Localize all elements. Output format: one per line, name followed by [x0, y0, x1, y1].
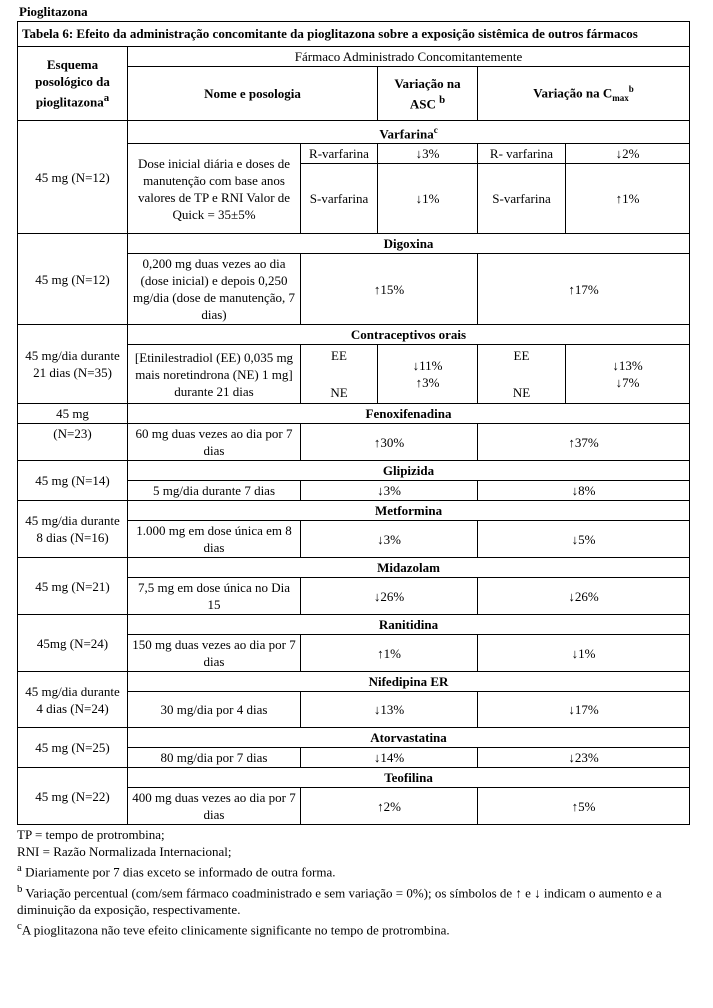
cmax-atorvastatina: ↓23%	[478, 748, 690, 768]
asc-digoxina: ↑15%	[301, 254, 478, 325]
drug-name-contraceptivos: Contraceptivos orais	[128, 325, 690, 345]
section-title: Pioglitazona	[19, 4, 88, 19]
scheme-ranitidina: 45mg (N=24)	[18, 615, 128, 672]
table-row	[18, 461, 690, 481]
cmax-digoxina: ↑17%	[478, 254, 690, 325]
drug-name-atorvastatina: Atorvastatina	[128, 728, 690, 748]
r-varfarina-cmax: ↓2%	[566, 144, 690, 164]
table-row	[18, 768, 690, 788]
note-a-text: Diariamente por 7 dias exceto se informado de outra forma.	[21, 864, 336, 880]
contraceptivos-labels-asc	[301, 345, 378, 404]
cmax-metformina: ↓5%	[478, 521, 690, 558]
cmax-ranitidina: ↓1%	[478, 635, 690, 672]
note-a-mark: a	[17, 862, 22, 875]
table-row	[18, 121, 690, 144]
asc-ranitidina: ↑1%	[301, 635, 478, 672]
header-asc-label: Variação na ASC	[394, 75, 461, 112]
note-c-mark: c	[17, 920, 22, 933]
header-esquema-sup: a	[103, 92, 110, 105]
dose-varfarina: Dose inicial diária e doses de manutenção com base anos valores de TP e RNI Valor de Quick = 35±5%	[128, 144, 301, 234]
header-esquema	[18, 47, 128, 121]
label-ne-2: NE	[512, 385, 531, 401]
dose-metformina: 1.000 mg em dose única em 8 dias	[128, 521, 301, 558]
document-page	[17, 0, 707, 939]
note-a	[17, 860, 689, 881]
asc-nifedipina: ↓13%	[301, 692, 478, 728]
label-ee: EE	[331, 348, 347, 364]
scheme-varfarina: 45 mg (N=12)	[18, 121, 128, 234]
contraceptivos-asc	[378, 345, 478, 404]
dose-contraceptivos: [Etinilestradiol (EE) 0,035 mg mais noretindrona (NE) 1 mg] durante 21 dias	[128, 345, 301, 404]
r-varfarina-label-2: R- varfarina	[478, 144, 566, 164]
header-asc-sup: b	[439, 93, 446, 106]
table-caption-row	[18, 22, 690, 47]
drug-name-ranitidina: Ranitidina	[128, 615, 690, 635]
header-row-1	[18, 47, 690, 67]
note-b-mark: b	[17, 883, 23, 896]
label-ne: NE	[330, 385, 348, 401]
header-asc	[378, 67, 478, 121]
table-row	[18, 234, 690, 254]
asc-metformina: ↓3%	[301, 521, 478, 558]
drug-name-midazolam: Midazolam	[128, 558, 690, 578]
drug-name-teofilina: Teofilina	[128, 768, 690, 788]
footnotes	[17, 827, 689, 939]
scheme-atorvastatina: 45 mg (N=25)	[18, 728, 128, 768]
note-c	[17, 918, 689, 939]
contraceptivos-labels-cmax	[478, 345, 566, 404]
dose-ranitidina: 150 mg duas vezes ao dia por 7 dias	[128, 635, 301, 672]
header-cmax-sub: max	[612, 92, 629, 103]
label-ee-2: EE	[513, 348, 530, 364]
cmax-nifedipina: ↓17%	[478, 692, 690, 728]
table-row	[18, 615, 690, 635]
asc-atorvastatina: ↓14%	[301, 748, 478, 768]
table-row	[18, 404, 690, 424]
header-esquema-label: Esquema posológico da pioglitazona	[35, 57, 110, 110]
contraceptivos-cmax	[566, 345, 690, 404]
dose-digoxina: 0,200 mg duas vezes ao dia (dose inicial) e depois 0,250 mg/dia (dose de manutenção, 7 dias)	[128, 254, 301, 325]
table-row	[18, 728, 690, 748]
cmax-glipizida: ↓8%	[478, 481, 690, 501]
r-varfarina-label: R-varfarina	[301, 144, 378, 164]
drug-name-varfarina-sup: c	[433, 125, 438, 135]
table-row	[18, 325, 690, 345]
asc-glipizida: ↓3%	[301, 481, 478, 501]
cmax-ee: ↓13%	[612, 358, 643, 374]
scheme-fenoxifenadina-b: (N=23)	[18, 424, 128, 461]
r-varfarina-asc: ↓3%	[378, 144, 478, 164]
dose-midazolam: 7,5 mg em dose única no Dia 15	[128, 578, 301, 615]
cmax-fenoxifenadina: ↑37%	[478, 424, 690, 461]
header-nome: Nome e posologia	[128, 67, 378, 121]
note-rni: RNI = Razão Normalizada Internacional;	[17, 843, 232, 859]
dose-teofilina: 400 mg duas vezes ao dia por 7 dias	[128, 788, 301, 825]
note-b-text: Variação percentual (com/sem fármaco coadministrado e sem variação = 0%); os símbolos de ↑ e ↓ indicam o aumento e a diminuição da exposição, respectivamente.	[17, 885, 662, 917]
drug-name-fenoxifenadina: Fenoxifenadina	[128, 404, 690, 424]
dose-nifedipina: 30 mg/dia por 4 dias	[128, 692, 301, 728]
asc-ee: ↓11%	[412, 358, 443, 374]
scheme-digoxina: 45 mg (N=12)	[18, 234, 128, 325]
note-tp: TP = tempo de protrombina;	[17, 827, 165, 843]
asc-fenoxifenadina: ↑30%	[301, 424, 478, 461]
drug-name-metformina: Metformina	[128, 501, 690, 521]
asc-teofilina: ↑2%	[301, 788, 478, 825]
scheme-teofilina: 45 mg (N=22)	[18, 768, 128, 825]
s-varfarina-label-2: S-varfarina	[478, 164, 566, 234]
table-row	[18, 424, 690, 461]
table-row	[18, 501, 690, 521]
interaction-table	[17, 21, 690, 825]
s-varfarina-label: S-varfarina	[301, 164, 378, 234]
note-c-text: A pioglitazona não teve efeito clinicamente significante no tempo de protrombina.	[21, 922, 450, 938]
table-caption: Tabela 6: Efeito da administração concomitante da pioglitazona sobre a exposição sistêmica de outros fármacos	[18, 22, 690, 47]
s-varfarina-cmax: ↑1%	[566, 164, 690, 234]
s-varfarina-asc: ↓1%	[378, 164, 478, 234]
asc-ne: ↑3%	[415, 375, 440, 391]
drug-name-glipizida: Glipizida	[128, 461, 690, 481]
dose-glipizida: 5 mg/dia durante 7 dias	[128, 481, 301, 501]
cmax-midazolam: ↓26%	[478, 578, 690, 615]
scheme-metformina: 45 mg/dia durante 8 dias (N=16)	[18, 501, 128, 558]
header-cmax-sup: b	[628, 83, 634, 94]
drug-name-digoxina: Digoxina	[128, 234, 690, 254]
cmax-ne: ↓7%	[615, 375, 640, 391]
scheme-contraceptivos: 45 mg/dia durante 21 dias (N=35)	[18, 325, 128, 404]
drug-name-varfarina-label: Varfarina	[379, 126, 434, 142]
table-row	[18, 672, 690, 692]
drug-name-varfarina	[128, 121, 690, 144]
scheme-fenoxifenadina-a: 45 mg	[18, 404, 128, 424]
table-row	[18, 558, 690, 578]
dose-fenoxifenadina: 60 mg duas vezes ao dia por 7 dias	[128, 424, 301, 461]
cmax-teofilina: ↑5%	[478, 788, 690, 825]
dose-atorvastatina: 80 mg/dia por 7 dias	[128, 748, 301, 768]
scheme-nifedipina: 45 mg/dia durante 4 dias (N=24)	[18, 672, 128, 728]
header-group: Fármaco Administrado Concomitantemente	[128, 47, 690, 67]
asc-midazolam: ↓26%	[301, 578, 478, 615]
drug-name-nifedipina: Nifedipina ER	[128, 672, 690, 692]
scheme-glipizida: 45 mg (N=14)	[18, 461, 128, 501]
note-b	[17, 881, 689, 918]
header-cmax-label: Variação na C	[533, 84, 613, 100]
header-cmax	[478, 67, 690, 121]
scheme-midazolam: 45 mg (N=21)	[18, 558, 128, 615]
